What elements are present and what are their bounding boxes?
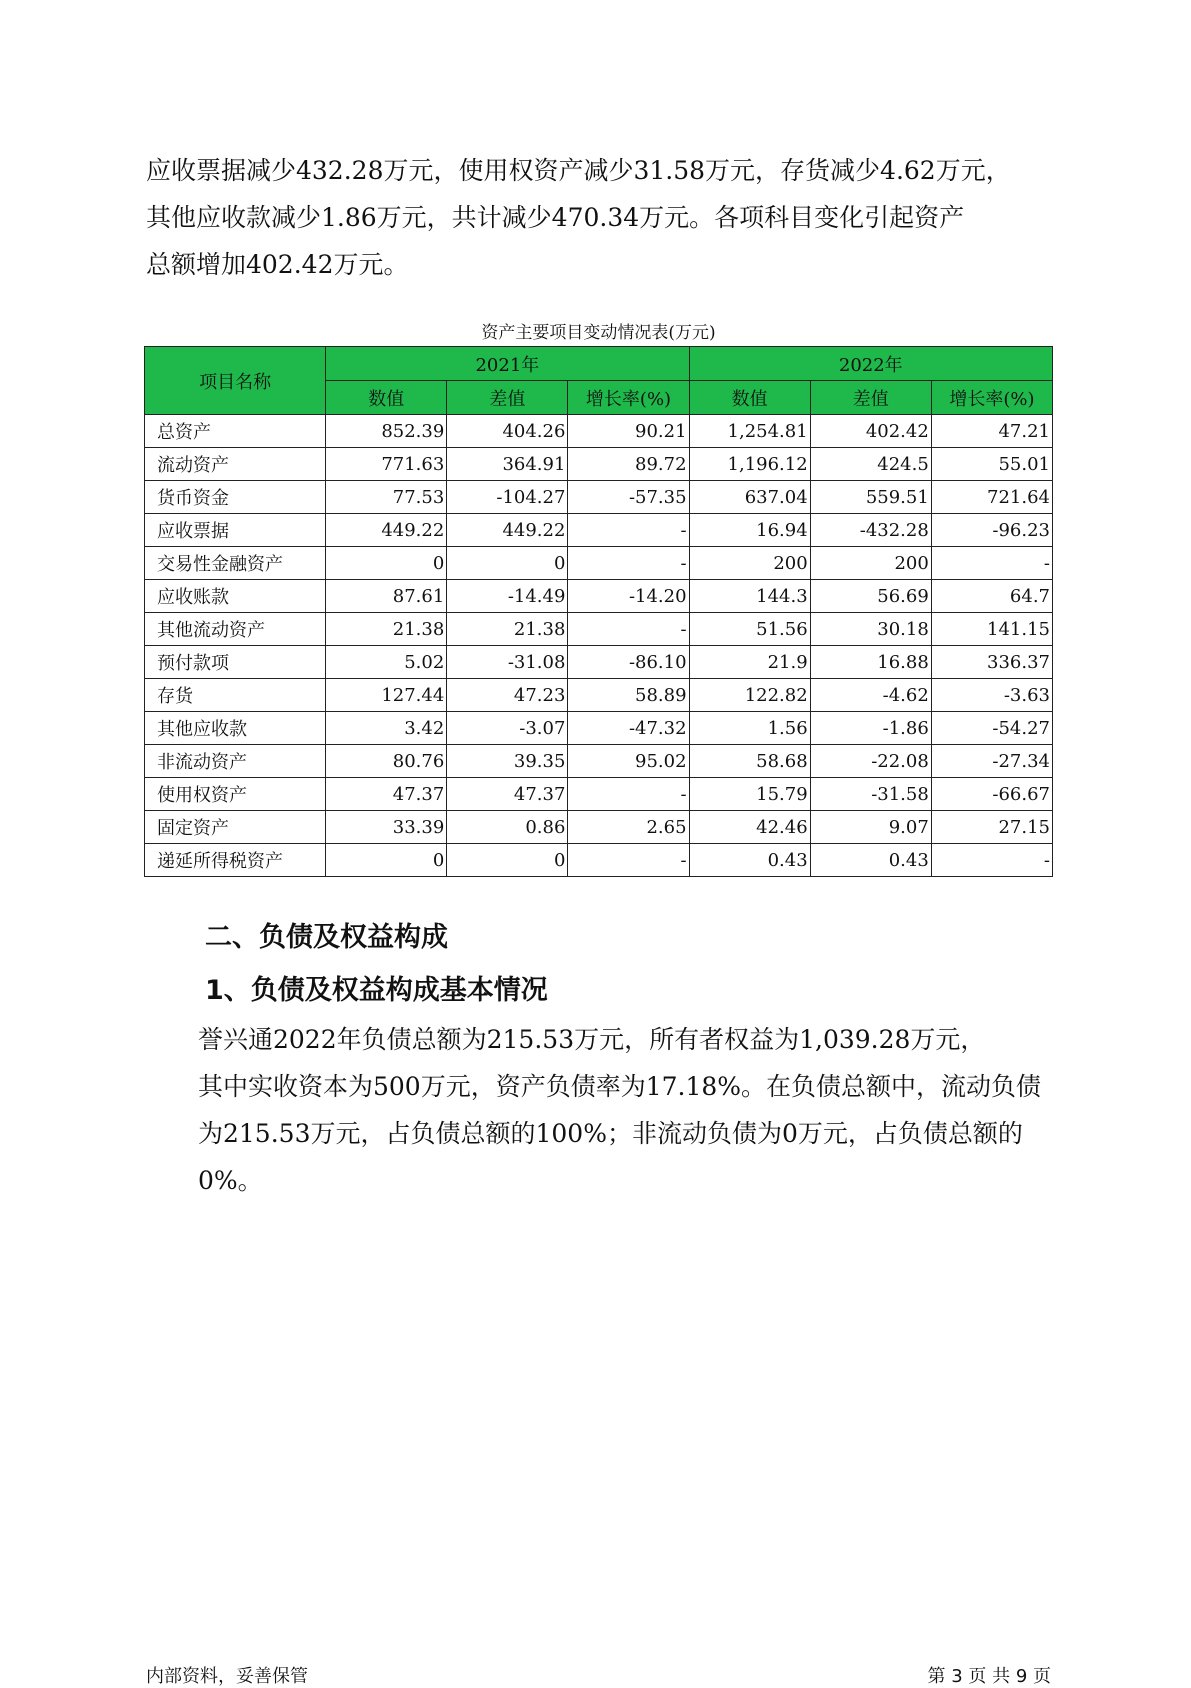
row-value: 15.79 (689, 778, 810, 811)
table-row (145, 613, 1053, 646)
row-value: -14.49 (447, 580, 568, 613)
row-value: 56.69 (810, 580, 931, 613)
row-value: 87.61 (326, 580, 447, 613)
body-line: 其中实收资本为500万元，资产负债率为17.18%。在负债总额中，流动负债 (198, 1072, 1042, 1101)
row-value: 852.39 (326, 415, 447, 448)
section-heading: 二、负债及权益构成 (205, 922, 448, 953)
row-value: 21.9 (689, 646, 810, 679)
row-label: 其他流动资产 (145, 613, 326, 646)
row-value: -66.67 (931, 778, 1052, 811)
subheader-value: 数值 (326, 381, 447, 415)
intro-line: 应收票据减少432.28万元，使用权资产减少31.58万元，存货减少4.62万元， (146, 156, 1011, 185)
liability-paragraph (146, 1016, 1051, 1204)
table-row (145, 481, 1053, 514)
row-value: 449.22 (447, 514, 568, 547)
row-value: 771.63 (326, 448, 447, 481)
row-value: -104.27 (447, 481, 568, 514)
row-value: -1.86 (810, 712, 931, 745)
row-value: 141.15 (931, 613, 1052, 646)
row-value: -47.32 (568, 712, 689, 745)
row-value: -432.28 (810, 514, 931, 547)
row-value: 47.23 (447, 679, 568, 712)
intro-line: 总额增加402.42万元。 (146, 250, 409, 279)
table-row (145, 547, 1053, 580)
row-value: 3.42 (326, 712, 447, 745)
table-header-row (145, 347, 1053, 381)
row-value: 58.89 (568, 679, 689, 712)
body-line: 为215.53万元，占负债总额的100%；非流动负债为0万元，占负债总额的 (198, 1119, 1023, 1148)
row-value: 1,196.12 (689, 448, 810, 481)
row-value: 721.64 (931, 481, 1052, 514)
row-label: 固定资产 (145, 811, 326, 844)
table-row (145, 415, 1053, 448)
header-year-2022: 2022年 (689, 347, 1052, 381)
body-line: 誉兴通2022年负债总额为215.53万元，所有者权益为1,039.28万元， (198, 1025, 986, 1054)
table-title: 资产主要项目变动情况表(万元) (481, 323, 716, 343)
row-value: 0.43 (689, 844, 810, 877)
row-value: -14.20 (568, 580, 689, 613)
row-value: 39.35 (447, 745, 568, 778)
row-value: 80.76 (326, 745, 447, 778)
row-label: 交易性金融资产 (145, 547, 326, 580)
row-label: 非流动资产 (145, 745, 326, 778)
row-label: 使用权资产 (145, 778, 326, 811)
row-value: 0 (447, 844, 568, 877)
row-value: 27.15 (931, 811, 1052, 844)
row-value: - (568, 844, 689, 877)
table-row (145, 514, 1053, 547)
row-value: -3.63 (931, 679, 1052, 712)
row-value: 47.21 (931, 415, 1052, 448)
table-row (145, 778, 1053, 811)
row-value: -4.62 (810, 679, 931, 712)
footer-confidential: 内部资料，妥善保管 (146, 1666, 308, 1687)
row-label: 货币资金 (145, 481, 326, 514)
row-value: -27.34 (931, 745, 1052, 778)
row-value: -57.35 (568, 481, 689, 514)
intro-line: 其他应收款减少1.86万元，共计减少470.34万元。各项科目变化引起资产 (146, 203, 965, 232)
row-label: 应收票据 (145, 514, 326, 547)
row-value: 16.94 (689, 514, 810, 547)
subheader-growth-rate: 增长率(%) (931, 381, 1052, 415)
row-value: 200 (689, 547, 810, 580)
row-value: 1.56 (689, 712, 810, 745)
table-row (145, 712, 1053, 745)
row-value: 402.42 (810, 415, 931, 448)
row-value: 0 (326, 844, 447, 877)
row-value: 16.88 (810, 646, 931, 679)
subheader-growth-rate: 增长率(%) (568, 381, 689, 415)
row-value: 336.37 (931, 646, 1052, 679)
row-value: 1,254.81 (689, 415, 810, 448)
table-body (145, 415, 1053, 877)
table-row (145, 679, 1053, 712)
header-year-2021: 2021年 (326, 347, 689, 381)
table-row (145, 811, 1053, 844)
row-value: 0 (326, 547, 447, 580)
row-value: 449.22 (326, 514, 447, 547)
row-value: 2.65 (568, 811, 689, 844)
body-line: 0%。 (198, 1166, 263, 1195)
subheader-value: 数值 (689, 381, 810, 415)
row-value: 51.56 (689, 613, 810, 646)
row-value: 47.37 (326, 778, 447, 811)
row-value: 637.04 (689, 481, 810, 514)
row-value: 0.43 (810, 844, 931, 877)
row-value: 64.7 (931, 580, 1052, 613)
row-value: 9.07 (810, 811, 931, 844)
row-value: -86.10 (568, 646, 689, 679)
footer-page-number: 第 3 页 共 9 页 (927, 1666, 1051, 1687)
row-value: 0 (447, 547, 568, 580)
row-value: 47.37 (447, 778, 568, 811)
row-value: 89.72 (568, 448, 689, 481)
row-value: - (568, 613, 689, 646)
asset-changes-table (144, 346, 1053, 877)
header-item-name: 项目名称 (145, 347, 326, 415)
row-value: - (568, 514, 689, 547)
row-value: 127.44 (326, 679, 447, 712)
row-value: 404.26 (447, 415, 568, 448)
row-label: 应收账款 (145, 580, 326, 613)
row-value: 0.86 (447, 811, 568, 844)
row-value: 144.3 (689, 580, 810, 613)
subheader-difference: 差值 (810, 381, 931, 415)
subheader-difference: 差值 (447, 381, 568, 415)
row-value: 559.51 (810, 481, 931, 514)
row-value: -22.08 (810, 745, 931, 778)
row-value: 21.38 (447, 613, 568, 646)
row-value: 77.53 (326, 481, 447, 514)
row-value: -31.58 (810, 778, 931, 811)
subsection-heading: 1、负债及权益构成基本情况 (205, 975, 548, 1006)
row-label: 总资产 (145, 415, 326, 448)
row-value: -54.27 (931, 712, 1052, 745)
row-label: 流动资产 (145, 448, 326, 481)
row-value: -96.23 (931, 514, 1052, 547)
row-value: 30.18 (810, 613, 931, 646)
row-value: - (931, 547, 1052, 580)
row-value: 5.02 (326, 646, 447, 679)
row-label: 递延所得税资产 (145, 844, 326, 877)
table-row (145, 745, 1053, 778)
row-value: 58.68 (689, 745, 810, 778)
row-value: -3.07 (447, 712, 568, 745)
table-row (145, 844, 1053, 877)
table-row (145, 448, 1053, 481)
row-value: 55.01 (931, 448, 1052, 481)
row-value: 21.38 (326, 613, 447, 646)
row-value: 42.46 (689, 811, 810, 844)
row-value: 364.91 (447, 448, 568, 481)
row-label: 其他应收款 (145, 712, 326, 745)
row-value: - (568, 778, 689, 811)
row-value: 424.5 (810, 448, 931, 481)
row-label: 存货 (145, 679, 326, 712)
table-row (145, 646, 1053, 679)
row-value: - (931, 844, 1052, 877)
intro-paragraph (146, 147, 1051, 288)
row-value: - (568, 547, 689, 580)
row-value: 122.82 (689, 679, 810, 712)
table-row (145, 580, 1053, 613)
row-value: 33.39 (326, 811, 447, 844)
row-value: 90.21 (568, 415, 689, 448)
row-value: 95.02 (568, 745, 689, 778)
row-value: -31.08 (447, 646, 568, 679)
row-label: 预付款项 (145, 646, 326, 679)
row-value: 200 (810, 547, 931, 580)
